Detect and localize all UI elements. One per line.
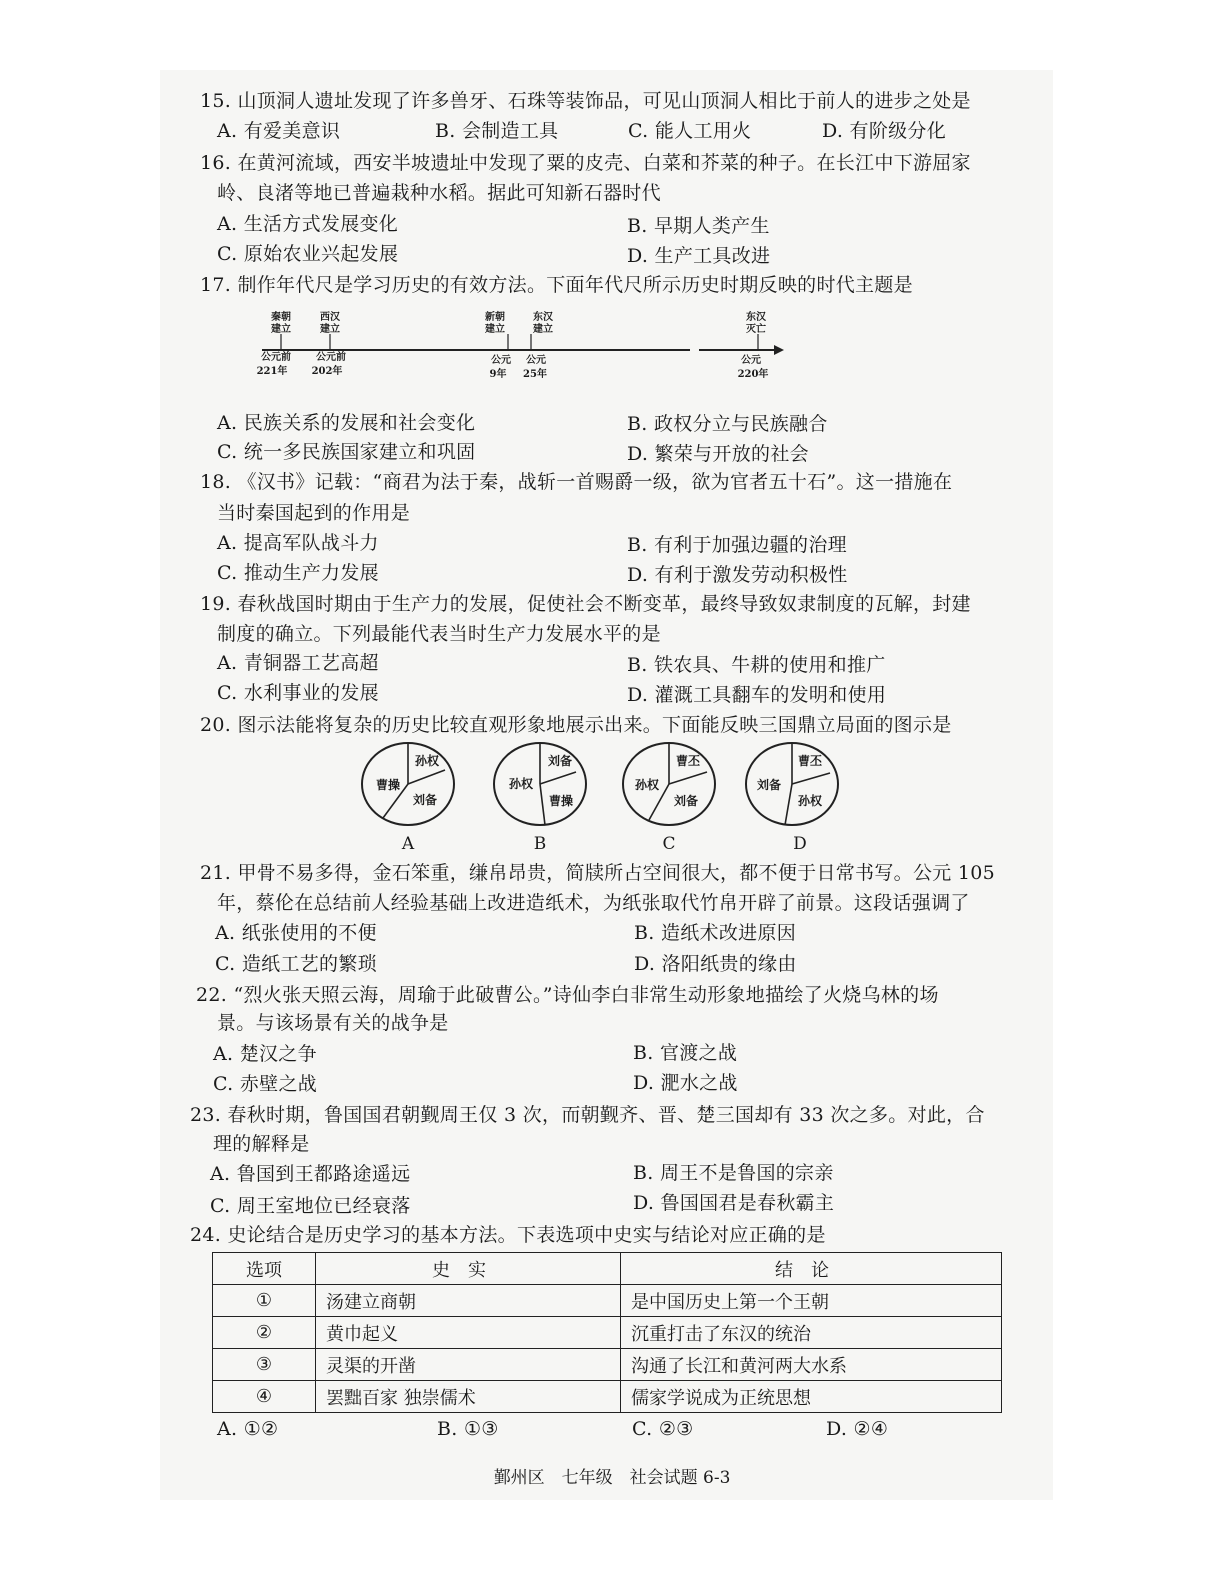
row-fact: 黄巾起义 <box>316 1317 621 1349</box>
row-number: ④ <box>213 1381 316 1413</box>
diagram-c-left: 孙权 <box>634 778 660 792</box>
row-conclusion: 沟通了长江和黄河两大水系 <box>621 1349 1002 1381</box>
q16-option-d: D. 生产工具改进 <box>627 245 771 267</box>
q22-option-b: B. 官渡之战 <box>633 1042 738 1064</box>
diagram-d-top-right: 曹丕 <box>797 754 823 768</box>
table-row <box>213 1349 1002 1381</box>
q22-option-a: A. 楚汉之争 <box>213 1043 317 1065</box>
q22-option-d: D. 淝水之战 <box>633 1072 738 1094</box>
tl-event-2-era: 公元前 <box>316 352 346 363</box>
diagram-a <box>362 743 454 825</box>
q17-option-c: C. 统一多民族国家建立和巩固 <box>217 441 476 463</box>
q18-stem-line2: 当时秦国起到的作用是 <box>217 502 411 524</box>
diagram-d-bottom-right: 孙权 <box>797 794 823 808</box>
tl-event-1-year: 221年 <box>256 366 288 377</box>
diagram-a-letter: A <box>401 834 415 854</box>
q18-option-a: A. 提高军队战斗力 <box>217 532 379 554</box>
row-fact: 罢黜百家 独崇儒术 <box>316 1381 621 1413</box>
q19-option-a: A. 青铜器工艺高超 <box>217 652 379 674</box>
q16-stem-line1: 16. 在黄河流域，西安半坡遗址中发现了粟的皮壳、白菜和芥菜的种子。在长江中下游屈家 <box>200 152 971 174</box>
table-row <box>213 1317 1002 1349</box>
tl-event-5-action: 灭亡 <box>746 324 766 335</box>
tl-event-2-name: 西汉 <box>320 312 340 323</box>
tl-event-5-name: 东汉 <box>746 312 766 323</box>
q18-option-d: D. 有利于激发劳动积极性 <box>627 564 848 586</box>
q19-option-d: D. 灌溉工具翻车的发明和使用 <box>627 684 887 706</box>
tl-event-1-name: 秦朝 <box>271 312 291 323</box>
q19-stem-line2: 制度的确立。下列最能代表当时生产力发展水平的是 <box>217 623 661 645</box>
q16-option-a: A. 生活方式发展变化 <box>217 213 399 235</box>
header-conclusion: 结论 <box>621 1253 1002 1285</box>
q21-option-c: C. 造纸工艺的繁琐 <box>215 953 377 975</box>
diagram-d <box>746 743 838 825</box>
header-option: 选项 <box>213 1253 316 1285</box>
tl-event-4-era: 公元 <box>526 355 546 366</box>
q16-option-b: B. 早期人类产生 <box>627 215 770 237</box>
q23-option-c: C. 周王室地位已经衰落 <box>210 1195 411 1217</box>
q24-option-a: A. ①② <box>217 1418 279 1440</box>
q22-stem-line2: 景。与该场景有关的战争是 <box>217 1012 449 1034</box>
q21-option-a: A. 纸张使用的不便 <box>215 922 377 944</box>
diagram-d-letter: D <box>793 834 807 854</box>
q21-option-b: B. 造纸术改进原因 <box>634 922 797 944</box>
tl-event-3-era: 公元 <box>491 355 511 366</box>
table-row <box>213 1285 1002 1317</box>
q19-option-c: C. 水利事业的发展 <box>217 682 379 704</box>
tl-event-4-name: 东汉 <box>533 312 553 323</box>
row-conclusion: 是中国历史上第一个王朝 <box>621 1285 1002 1317</box>
diagram-a-bottom-right: 刘备 <box>412 793 438 807</box>
diagram-b <box>494 743 586 825</box>
diagram-c <box>623 743 715 825</box>
q22-option-c: C. 赤壁之战 <box>213 1073 318 1095</box>
diagram-b-bottom-right: 曹操 <box>548 794 574 808</box>
tl-event-1-action: 建立 <box>271 324 291 335</box>
diagram-b-letter: B <box>533 834 547 854</box>
diagram-a-top-right: 孙权 <box>414 754 440 768</box>
q24-table <box>212 1252 1002 1413</box>
row-conclusion: 沉重打击了东汉的统治 <box>621 1317 1002 1349</box>
tl-event-2-year: 202年 <box>311 366 343 377</box>
q16-stem-line2: 岭、良渚等地已普遍栽种水稻。据此可知新石器时代 <box>217 182 661 204</box>
q19-option-b: B. 铁农具、牛耕的使用和推广 <box>627 654 886 676</box>
tl-event-3-year: 9年 <box>489 369 507 380</box>
diagram-b-top-right: 刘备 <box>547 754 573 768</box>
header-fact: 史实 <box>316 1253 621 1285</box>
q18-stem-line1: 18. 《汉书》记载：“商君为法于秦，战斩一首赐爵一级，欲为官者五十石”。这一措施在 <box>200 471 953 493</box>
q17-option-b: B. 政权分立与民族融合 <box>627 413 828 435</box>
row-number: ③ <box>213 1349 316 1381</box>
row-fact: 汤建立商朝 <box>316 1285 621 1317</box>
row-number: ② <box>213 1317 316 1349</box>
q18-option-b: B. 有利于加强边疆的治理 <box>627 534 847 556</box>
q21-stem-line1: 21. 甲骨不易多得，金石笨重，缣帛昂贵，简牍所占空间很大，都不便于日常书写。公元 105 <box>200 862 996 884</box>
q17-option-d: D. 繁荣与开放的社会 <box>627 443 809 465</box>
tl-event-2-action: 建立 <box>320 324 340 335</box>
diagram-c-top-right: 曹丕 <box>675 754 701 768</box>
page-footer: 鄞州区 七年级 社会试题 6-3 <box>493 1468 731 1488</box>
q15-stem: 15. 山顶洞人遗址发现了许多兽牙、石珠等装饰品，可见山顶洞人相比于前人的进步之处是 <box>200 90 971 112</box>
tl-event-1-era: 公元前 <box>261 352 291 363</box>
diagram-a-left: 曹操 <box>375 778 401 792</box>
q18-option-c: C. 推动生产力发展 <box>217 562 379 584</box>
q21-stem-line2: 年，蔡伦在总结前人经验基础上改进造纸术，为纸张取代竹帛开辟了前景。这段话强调了 <box>217 892 970 914</box>
q15-option-b: B. 会制造工具 <box>435 120 559 142</box>
row-fact: 灵渠的开凿 <box>316 1349 621 1381</box>
tl-event-3-name: 新朝 <box>485 312 505 323</box>
q15-option-a: A. 有爱美意识 <box>217 120 341 142</box>
table-header-row <box>213 1253 1002 1285</box>
q17-option-a: A. 民族关系的发展和社会变化 <box>217 412 476 434</box>
table-row <box>213 1381 1002 1413</box>
diagram-c-letter: C <box>662 834 676 854</box>
tl-event-3-action: 建立 <box>485 324 505 335</box>
tl-event-4-year: 25年 <box>523 369 547 380</box>
q23-stem-line1: 23. 春秋时期，鲁国国君朝觐周王仅 3 次，而朝觐齐、晋、楚三国却有 33 次之多。对此，合 <box>190 1104 985 1126</box>
q24-option-d: D. ②④ <box>826 1418 889 1440</box>
q24-option-c: C. ②③ <box>632 1418 694 1440</box>
tl-event-5-year: 220年 <box>737 369 769 380</box>
tl-event-4-action: 建立 <box>533 324 553 335</box>
q17-stem: 17. 制作年代尺是学习历史的有效方法。下面年代尺所示历史时期反映的时代主题是 <box>200 274 913 296</box>
q23-option-a: A. 鲁国到王都路途遥远 <box>210 1163 411 1185</box>
tl-event-5-era: 公元 <box>741 355 761 366</box>
q24-stem: 24. 史论结合是历史学习的基本方法。下表选项中史实与结论对应正确的是 <box>190 1224 826 1246</box>
q24-option-b: B. ①③ <box>437 1418 499 1440</box>
diagram-d-left: 刘备 <box>756 778 782 792</box>
row-conclusion: 儒家学说成为正统思想 <box>621 1381 1002 1413</box>
row-number: ① <box>213 1285 316 1317</box>
q19-stem-line1: 19. 春秋战国时期由于生产力的发展，促使社会不断变革，最终导致奴隶制度的瓦解，封建 <box>200 593 971 615</box>
diagram-c-bottom-right: 刘备 <box>673 794 699 808</box>
diagram-b-left: 孙权 <box>508 777 534 791</box>
q23-option-d: D. 鲁国国君是春秋霸主 <box>633 1192 835 1214</box>
q21-option-d: D. 洛阳纸贵的缘由 <box>634 953 797 975</box>
q16-option-c: C. 原始农业兴起发展 <box>217 243 399 265</box>
q20-stem: 20. 图示法能将复杂的历史比较直观形象地展示出来。下面能反映三国鼎立局面的图示是 <box>200 714 952 736</box>
q15-option-d: D. 有阶级分化 <box>822 120 947 142</box>
q15-option-c: C. 能人工用火 <box>628 120 752 142</box>
q23-option-b: B. 周王不是鲁国的宗亲 <box>633 1162 834 1184</box>
q23-stem-line2: 理的解释是 <box>213 1133 310 1155</box>
q22-stem-line1: 22. “烈火张天照云海，周瑜于此破曹公。”诗仙李白非常生动形象地描绘了火烧乌林的场 <box>196 984 939 1006</box>
